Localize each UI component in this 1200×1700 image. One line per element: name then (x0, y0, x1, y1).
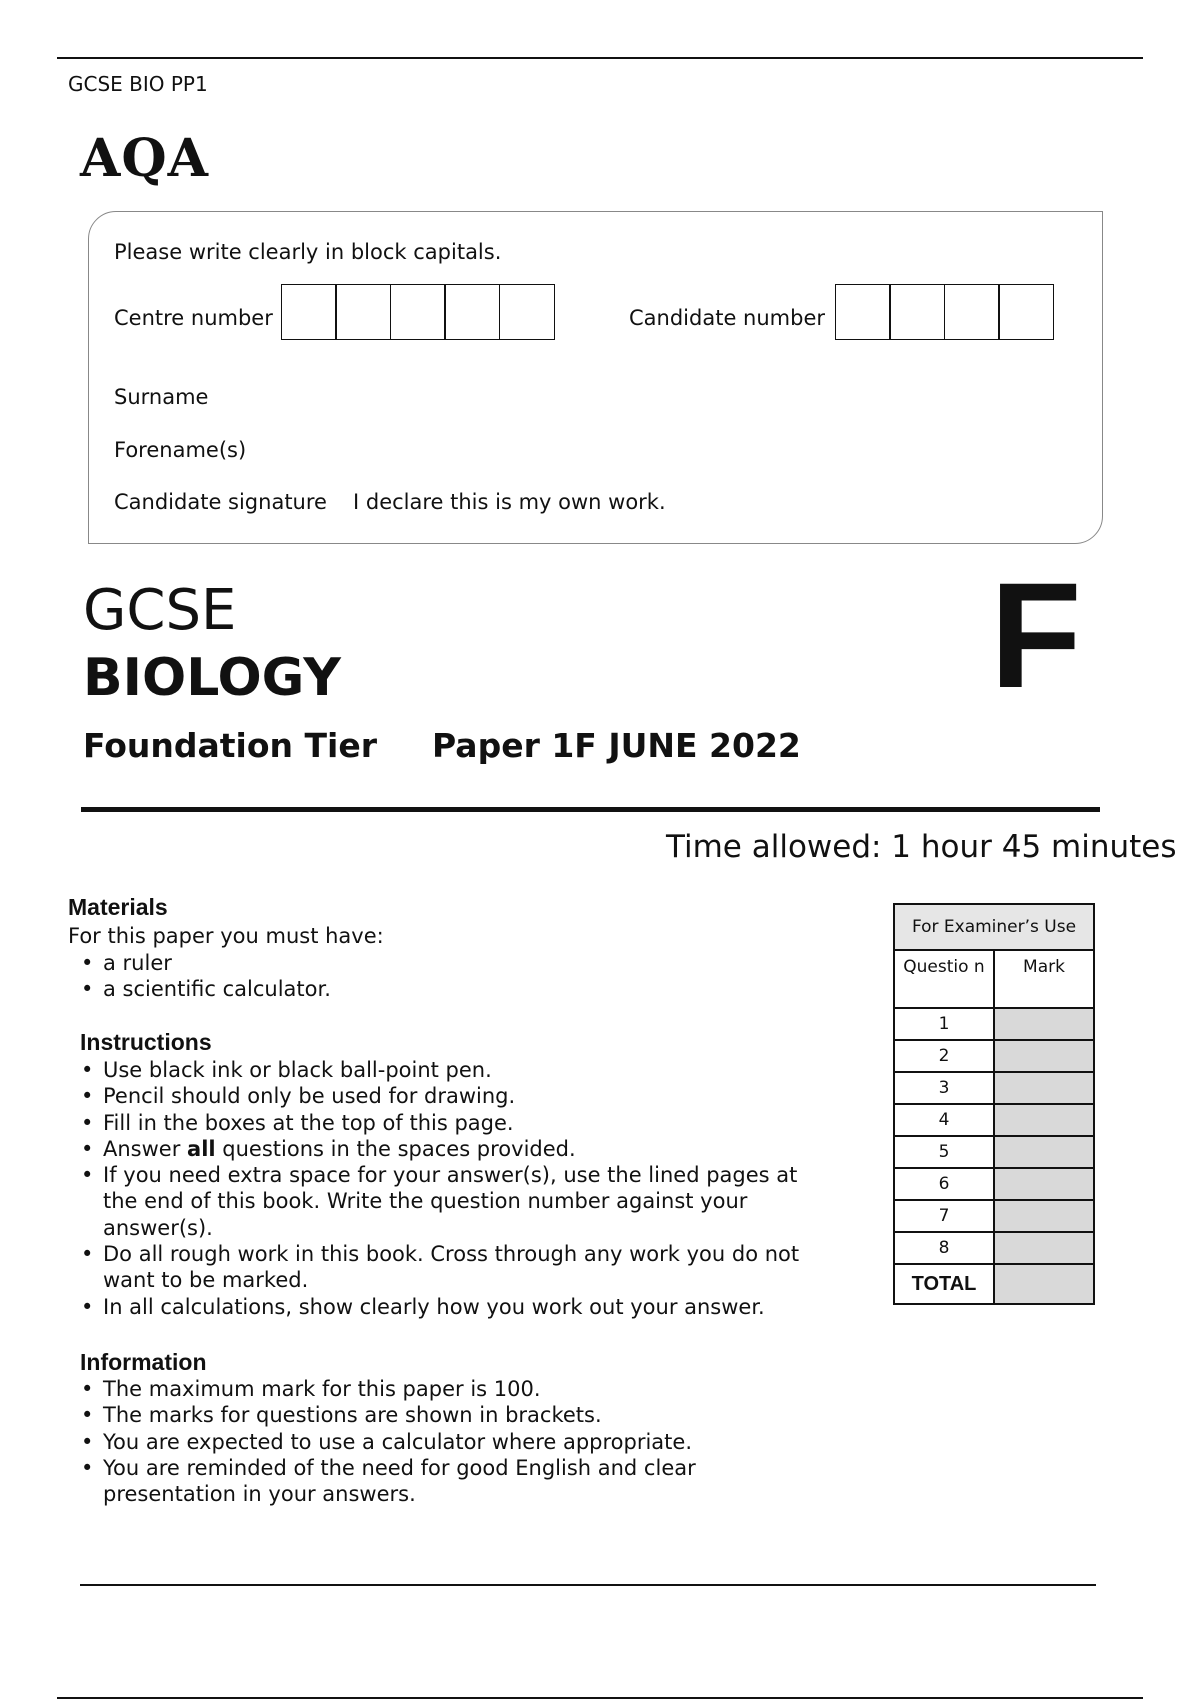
materials-intro: For this paper you must have: (68, 924, 384, 948)
question-number: 8 (894, 1232, 994, 1264)
candidate-number-boxes (836, 284, 1054, 340)
mark-cell[interactable] (994, 1232, 1094, 1264)
aqa-logo: AQA (80, 128, 209, 189)
tier-letter: F (990, 551, 1082, 719)
list-item: • Fill in the boxes at the top of this page. (79, 1110, 849, 1136)
list-item: • a ruler (79, 950, 779, 976)
list-item: • Use black ink or black ball-point pen. (79, 1057, 849, 1083)
footer-rule (80, 1584, 1096, 1586)
mark-cell[interactable] (994, 1136, 1094, 1168)
total-mark-cell[interactable] (994, 1264, 1094, 1304)
information-list (79, 1376, 769, 1507)
instruction-emphasis: all (187, 1136, 216, 1161)
list-item: • The marks for questions are shown in brackets. (79, 1402, 769, 1428)
list-item: • a scientific calculator. (79, 976, 779, 1002)
information-heading: Information (80, 1349, 207, 1375)
list-item (79, 1136, 849, 1162)
total-label: TOTAL (894, 1264, 994, 1304)
materials-heading: Materials (68, 894, 168, 920)
declaration-text: I declare this is my own work. (353, 490, 666, 514)
candidate-number-digit-box[interactable] (835, 284, 891, 340)
instructions-list (79, 1057, 849, 1320)
tier-label: Foundation Tier (83, 726, 377, 765)
materials-list (79, 950, 779, 1003)
examiner-table-title: For Examiner’s Use (894, 904, 1094, 950)
candidate-number-digit-box[interactable] (998, 284, 1054, 340)
page-bottom-rule (57, 1697, 1143, 1699)
question-number: 5 (894, 1136, 994, 1168)
question-number: 7 (894, 1200, 994, 1232)
block-capitals-instruction: Please write clearly in block capitals. (114, 240, 502, 264)
mark-cell[interactable] (994, 1008, 1094, 1040)
mark-cell[interactable] (994, 1104, 1094, 1136)
time-allowed: Time allowed: 1 hour 45 minutes (666, 829, 1177, 865)
question-number: 4 (894, 1104, 994, 1136)
list-item: • You are reminded of the need for good English and clear presentation in your answers. (79, 1455, 753, 1508)
mark-column-header: Mark (994, 950, 1094, 1008)
mark-cell[interactable] (994, 1040, 1094, 1072)
list-item: • You are expected to use a calculator where appropriate. (79, 1429, 769, 1455)
candidate-number-label: Candidate number (629, 306, 825, 330)
subject-title: BIOLOGY (83, 648, 341, 708)
instructions-heading: Instructions (80, 1029, 212, 1055)
candidate-details-box (88, 211, 1103, 544)
title-rule (81, 807, 1100, 812)
forenames-label: Forename(s) (114, 438, 247, 462)
qualification-title: GCSE (83, 578, 237, 643)
mark-cell[interactable] (994, 1200, 1094, 1232)
centre-number-digit-box[interactable] (499, 284, 555, 340)
candidate-number-digit-box[interactable] (944, 284, 1000, 340)
instruction-text: Answer (103, 1136, 188, 1161)
examiner-use-table (893, 903, 1095, 1305)
candidate-signature-label: Candidate signature (114, 490, 327, 514)
list-item: • The maximum mark for this paper is 100. (79, 1376, 769, 1402)
surname-label: Surname (114, 385, 209, 409)
centre-number-label: Centre number (114, 306, 273, 330)
list-item: • In all calculations, show clearly how you work out your answer. (79, 1294, 849, 1320)
list-item: • Pencil should only be used for drawing. (79, 1083, 849, 1109)
centre-number-digit-box[interactable] (390, 284, 446, 340)
candidate-number-digit-box[interactable] (889, 284, 945, 340)
centre-number-digit-box[interactable] (281, 284, 337, 340)
instruction-text: questions in the spaces provided. (215, 1136, 576, 1161)
paper-label: Paper 1F JUNE 2022 (432, 726, 801, 765)
list-item: • If you need extra space for your answer(s), use the lined pages at the end of this book. Write the question number against your answer(s). (79, 1162, 833, 1241)
question-number: 6 (894, 1168, 994, 1200)
question-number: 1 (894, 1008, 994, 1040)
mark-cell[interactable] (994, 1072, 1094, 1104)
mark-cell[interactable] (994, 1168, 1094, 1200)
centre-number-boxes (282, 284, 555, 340)
list-item: • Do all rough work in this book. Cross through any work you do not want to be marked. (79, 1241, 813, 1294)
top-rule (57, 57, 1143, 59)
centre-number-digit-box[interactable] (335, 284, 391, 340)
centre-number-digit-box[interactable] (444, 284, 500, 340)
question-column-header: Questio n (894, 950, 994, 1008)
question-number: 3 (894, 1072, 994, 1104)
question-number: 2 (894, 1040, 994, 1072)
header-code: GCSE BIO PP1 (68, 72, 208, 96)
